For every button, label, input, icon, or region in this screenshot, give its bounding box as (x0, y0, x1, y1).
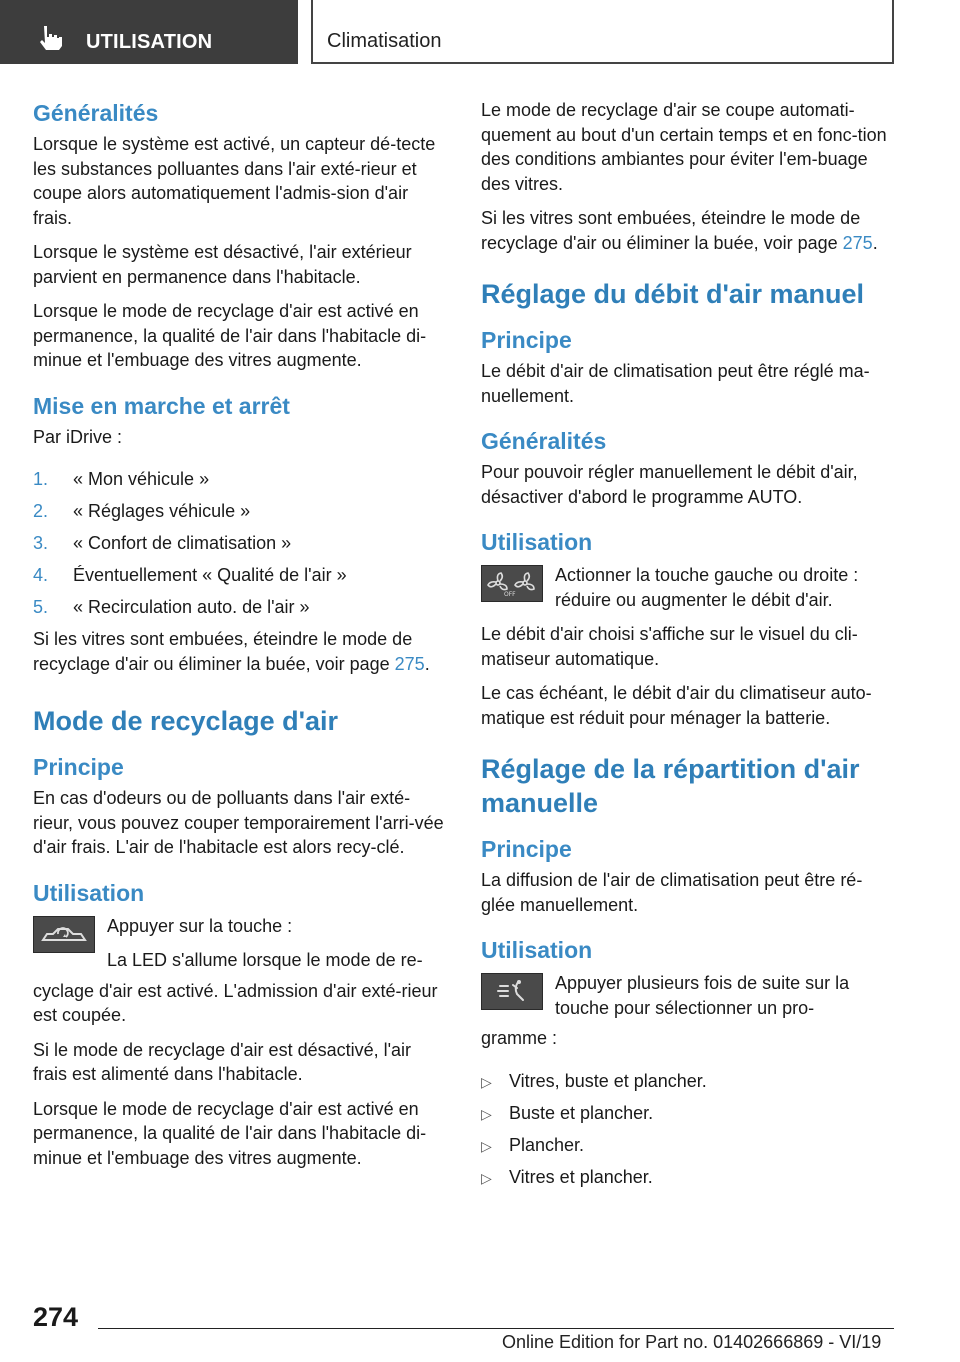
list-item (33, 531, 445, 556)
list-item (33, 563, 445, 588)
footer-edition: Online Edition for Part no. 01402666869 - VI/19 (502, 1332, 882, 1352)
program-list (481, 1069, 893, 1190)
heading-utilisation: Utilisation (33, 879, 145, 906)
chapter-title: Climatisation (327, 30, 442, 52)
paragraph: Appuyer sur la touche : (107, 915, 293, 936)
heading-generalites: Généralités (33, 100, 159, 126)
svg-text:OFF: OFF (504, 591, 516, 598)
car-recirculation-icon (33, 916, 95, 953)
heading-principe: Principe (481, 836, 572, 862)
paragraph: Par iDrive : (33, 426, 123, 447)
paragraph (33, 627, 445, 676)
heading-utilisation: Utilisation (481, 529, 593, 555)
step-number: 5. (33, 597, 49, 617)
list-item (481, 1133, 893, 1158)
chapter-tab (311, 0, 894, 64)
paragraph: Actionner la touche gauche ou droite : réduire ou augmenter le débit d'air. (555, 565, 859, 610)
list-item-text: Vitres, buste et plancher. (509, 1070, 707, 1091)
page-link[interactable]: 275 (394, 653, 425, 674)
paragraph: Le mode de recyclage d'air se coupe automati‐quement au bout d'un certain temps et en fonc‐tion des conditions ambiantes pour éviter l'em‐buage des vitres. (481, 100, 887, 194)
step-text: « Confort de climatisation » (73, 533, 292, 553)
paragraph (481, 206, 893, 255)
footer-divider (98, 1328, 894, 1329)
list-item-text: Buste et plancher. (509, 1102, 654, 1123)
step-number: 2. (33, 501, 49, 521)
paragraph: Lorsque le système est activé, un capteur dé‐tecte les substances polluantes dans l'air exté‐rieur et coupe alors automatiquement l'admis‐sion d'air frais. (33, 134, 436, 228)
paragraph: Le débit d'air choisi s'affiche sur le visuel du cli‐matiseur automatique. (481, 624, 858, 669)
heading-principe: Principe (33, 754, 124, 780)
paragraph: Pour pouvoir régler manuellement le débit d'air, désactiver d'abord le programme AUTO. (481, 462, 858, 507)
recirc-button-block (33, 914, 445, 973)
paragraph: Lorsque le mode de recyclage d'air est activé en permanence, la qualité de l'air dans l'habitacle di‐minue et l'embuage des vitres augmente. (33, 1098, 427, 1168)
step-text: « Réglages véhicule » (73, 501, 251, 521)
paragraph-end: . (872, 232, 878, 253)
heading-mise-en-marche: Mise en marche et arrêt (33, 392, 290, 419)
hand-pointer-icon (38, 26, 64, 50)
distribution-button-block (481, 971, 893, 1020)
step-text: « Mon véhicule » (73, 469, 210, 489)
section-title: UTILISATION (86, 31, 213, 53)
paragraph: Appuyer plusieurs fois de suite sur la touche pour sélectionner un pro‐ (555, 973, 850, 1018)
heading-generalites: Généralités (481, 428, 607, 454)
paragraph: La LED s'allume lorsque le mode de re‐ (107, 950, 423, 970)
step-number: 3. (33, 533, 49, 553)
paragraph: La diffusion de l'air de climatisation peut être ré‐glée manuellement. (481, 870, 863, 915)
fan-button-block (481, 563, 893, 612)
page-link[interactable]: 275 (842, 232, 873, 253)
list-item (33, 467, 445, 492)
step-text: Éventuellement « Qualité de l'air » (73, 565, 347, 585)
triangle-bullet-icon: ▷ (481, 1105, 492, 1122)
fan-speed-icon (481, 565, 543, 602)
list-item-text: Plancher. (509, 1134, 585, 1155)
list-item (481, 1101, 893, 1126)
heading-repartition-manuelle: Réglage de la répartition d'air manuelle (481, 754, 860, 818)
paragraph: Lorsque le mode de recyclage d'air est activé en permanence, la qualité de l'air dans l'habitacle di‐minue et l'embuage des vitres augmente. (33, 301, 427, 370)
heading-debit-manuel: Réglage du débit d'air manuel (481, 279, 864, 309)
triangle-bullet-icon: ▷ (481, 1169, 492, 1186)
list-item (481, 1165, 893, 1190)
paragraph: gramme : (481, 1028, 558, 1048)
paragraph: Si le mode de recyclage d'air est désactivé, l'air frais est alimenté dans l'habitacle. (33, 1039, 412, 1084)
paragraph-text: Si les vitres sont embuées, éteindre le mode de recyclage d'air ou éliminer la buée, voir page (481, 208, 861, 253)
step-text: « Recirculation auto. de l'air » (73, 597, 310, 617)
paragraph: Lorsque le système est désactivé, l'air extérieur parvient en permanence dans l'habitacle. (33, 242, 412, 287)
left-column (33, 98, 445, 1180)
heading-principe: Principe (481, 327, 572, 353)
triangle-bullet-icon: ▷ (481, 1073, 492, 1090)
paragraph-text: Si les vitres sont embuées, éteindre le mode de recyclage d'air ou éliminer la buée, voir page (33, 629, 413, 674)
page-number: 274 (33, 1302, 79, 1332)
steps-list (33, 467, 445, 620)
list-item (33, 595, 445, 620)
paragraph-end: . (424, 653, 430, 674)
paragraph: cyclage d'air est activé. L'admission d'air exté‐rieur est coupée. (33, 980, 438, 1025)
heading-utilisation: Utilisation (481, 937, 593, 963)
step-number: 4. (33, 565, 49, 585)
paragraph: Le cas échéant, le débit d'air du climatiseur auto‐matique est réduit pour ménager la batterie. (481, 683, 872, 728)
heading-mode-recyclage: Mode de recyclage d'air (33, 706, 339, 736)
right-column (481, 98, 893, 1197)
list-item-text: Vitres et plancher. (509, 1166, 653, 1187)
air-distribution-icon (481, 973, 543, 1010)
list-item (481, 1069, 893, 1094)
paragraph: Le débit d'air de climatisation peut être réglé ma‐nuellement. (481, 361, 870, 406)
section-tab (0, 0, 298, 64)
list-item (33, 499, 445, 524)
paragraph: En cas d'odeurs ou de polluants dans l'air exté‐rieur, vous pouvez couper temporairement l'arri‐vée d'air frais. L'air de l'habitacle est alors recy‐clé. (33, 788, 444, 857)
triangle-bullet-icon: ▷ (481, 1137, 492, 1154)
step-number: 1. (33, 469, 49, 489)
